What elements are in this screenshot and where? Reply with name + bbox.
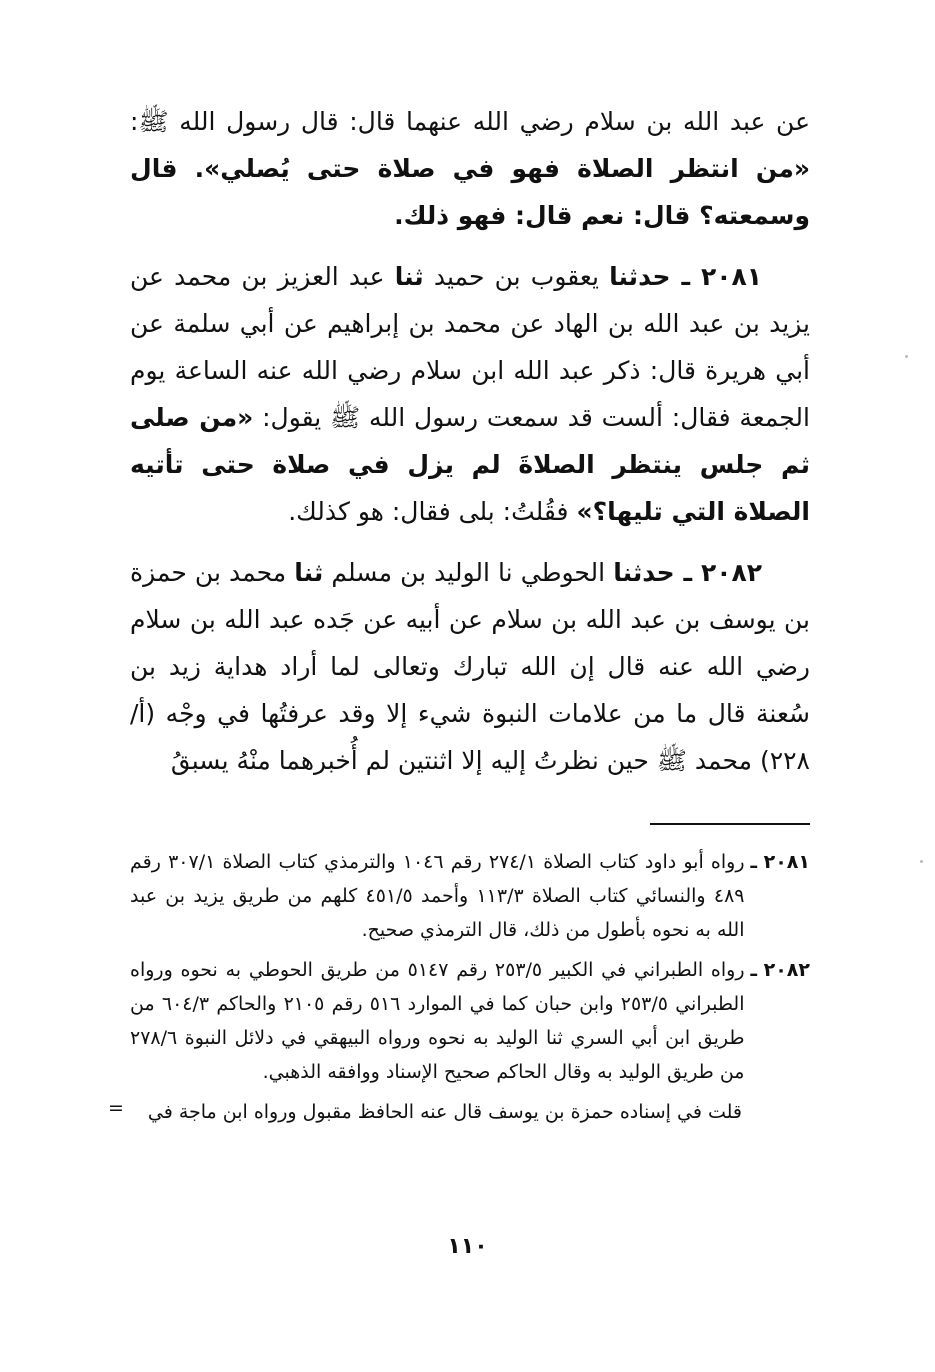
paragraph-1 — [130, 98, 810, 239]
hadith-2081 — [130, 253, 810, 535]
hadith-2082-text: محمد بن حمزة بن يوسف بن عبد الله بن سلام عن أبيه عن جَده عبد الله بن سلام رضي الله عنه قال إن الله تبارك وتعالى لما أراد هداية زيد بن سُعنة قال ما من علامات النبوة شيء إلا وقد عرفتُها في وجْه (أ/٢٢٨) محمد ﷺ حين نظرتُ إليه إلا اثنتين لم أُخبرهما منْهُ يسبقُ — [130, 558, 810, 775]
footnote-2082 — [130, 953, 810, 1089]
paragraph-1-intro: عن عبد الله بن سلام رضي الله عنهما قال: قال رسول الله ﷺ: — [130, 107, 810, 136]
hadith-2082-number: ٢٠٨٢ ـ حدثنا — [613, 558, 763, 587]
footnote-2082-text: رواه الطبراني في الكبير ٢٥٣/٥ رقم ٥١٤٧ من طريق الحوطي به نحوه ورواه الطبراني ٢٥٣/٥ وابن حبان كما في الموارد ٥١٦ رقم ٢١٠٥ والحاكم ٦٠٤/٣ من طريق ابن أبي السري ثنا الوليد به نحوه ورواه البيهقي في دلائل النبوة ٢٧٨/٦ من طريق الوليد به وقال الحاكم صحيح الإسناد ووافقه الذهبي. — [130, 959, 745, 1083]
page-number: ١١٠ — [447, 1234, 488, 1259]
hadith-quote-1: «من انتظر الصلاة فهو في صلاة حتى يُصلي». قال وسمعته؟ قال: نعم قال: فهو ذلك. — [130, 154, 810, 230]
hadith-2081-chain-a: يعقوب بن حميد — [423, 262, 610, 291]
hadith-2081-chain-b: عبد العزيز بن محمد عن يزيد بن عبد الله بن الهاد عن محمد بن إبراهيم عن أبي سلمة عن أبي هريرة قال: ذكر عبد الله ابن سلام رضي الله عنه الساعة يوم الجمعة فقال: ألست قد سمعت رسول الله ﷺ يقول: — [130, 262, 810, 432]
scan-speck — [905, 355, 908, 358]
footnote-2081-number: ٢٠٨١ ـ — [750, 851, 810, 873]
footnote-2082-number: ٢٠٨٢ ـ — [750, 959, 810, 981]
continuation-mark: = — [108, 1097, 124, 1119]
hadith-2081-thana: ثنا — [394, 262, 424, 291]
scan-speck — [920, 860, 923, 863]
hadith-2081-end: فقُلتُ: بلى فقال: هو كذلك. — [288, 497, 577, 526]
footnotes — [108, 845, 810, 1135]
hadith-2082 — [130, 549, 810, 784]
hadith-2081-quote: «من صلى ثم جلس ينتظر الصلاةَ لم يزل في صلاة حتى تأتيه الصلاة التي تليها؟» — [130, 403, 810, 526]
hadith-2081-number: ٢٠٨١ ـ حدثنا — [609, 262, 762, 291]
footnote-2081-text: رواه أبو داود كتاب الصلاة ٢٧٤/١ رقم ١٠٤٦ والترمذي كتاب الصلاة ٣٠٧/١ رقم ٤٨٩ والنسائي كتاب الصلاة ١١٣/٣ وأحمد ٤٥١/٥ كلهم من طريق يزيد بن عبد الله به نحوه بأطول من ذلك، قال الترمذي صحيح. — [130, 851, 745, 941]
hadith-2082-thana: ثنا — [294, 558, 324, 587]
hadith-2082-chain-a: الحوطي نا الوليد بن مسلم — [323, 558, 614, 587]
footnote-continuation — [108, 1095, 810, 1129]
main-text — [130, 98, 810, 784]
footnote-2081 — [130, 845, 810, 947]
footnote-continuation-text: قلت في إسناده حمزة بن يوسف قال عنه الحافظ مقبول ورواه ابن ماجة في — [147, 1101, 742, 1123]
footnote-divider — [650, 823, 810, 825]
